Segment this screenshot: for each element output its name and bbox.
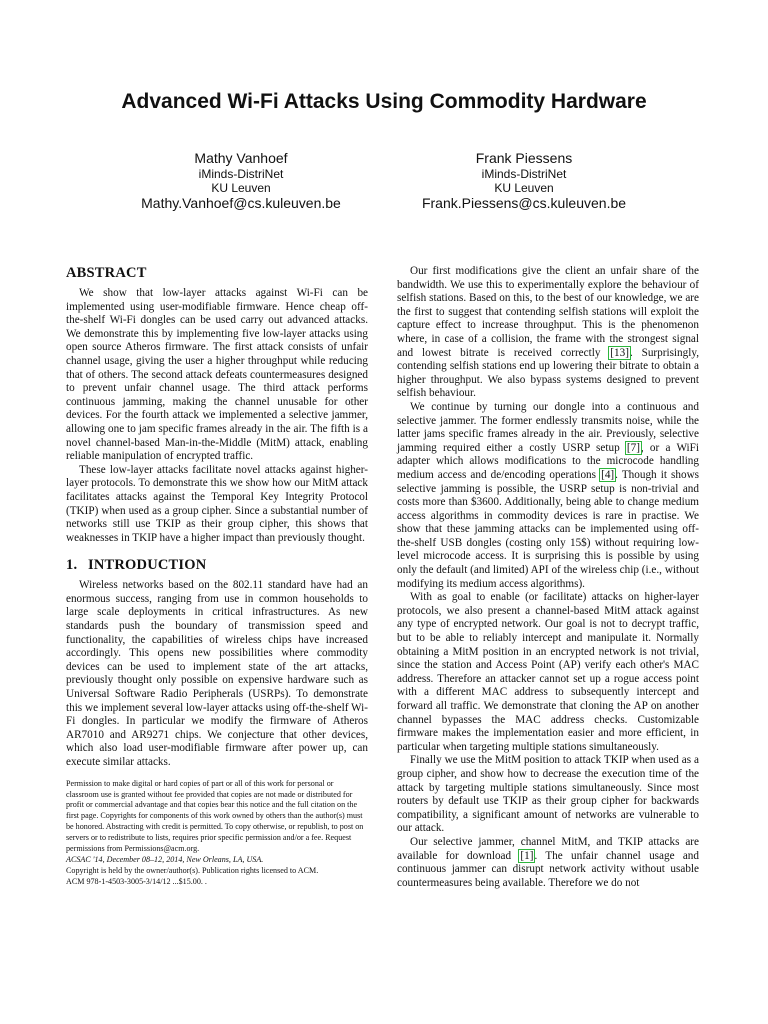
text-run: , or a WiFi adapter which allows modifications to the microcode handling medium access and de/encoding operations (397, 441, 699, 481)
intro-paragraph-5: Finally we use the MitM position to attack TKIP when used as a group cipher, and show how to decrease the execution time of the attack by targeting multiple stations simultaneously. Since most routers by default use TKIP as their group cipher for backwards compatibility, a significant amount of networks are vulnerable to our attack. (397, 754, 699, 835)
author-block-1 (111, 150, 371, 212)
isbn-line: ACM 978-1-4503-3005-3/14/12 ...$15.00. . (66, 876, 207, 886)
author-institution: KU Leuven (211, 181, 271, 195)
intro-paragraph-4: With as goal to enable (or facilitate) attacks on higher-layer protocols, we also present a channel-based MitM attack against any type of encrypted network. Our goal is not to decrypt traffic, but to be able to reliably intercept and manipulate it. Normally obtaining a MitM position in an encrypted network is not trivial, since the station and Access Point (AP) verify each other's MAC address. Therefore an attacker cannot set up a rogue access point with a different MAC address to subsequently intercept and forward all traffic. We demonstrate that cloning the AP on another channel bypasses the MAC address checks. Customizable firmware makes the implementation easier and more efficient, in particular when targeting multiple stations simultaneously. (397, 591, 699, 753)
intro-paragraph-6 (397, 836, 699, 890)
copyright-line: Copyright is held by the owner/author(s). Publication rights licensed to ACM. (66, 865, 319, 875)
text-run: . Though it shows selective jamming is possible, the USRP setup is non-trivial and costs more than $3600. Additionally, being able to change medium access algorithms in commodity devices is rare in practise. We show that these jamming attacks can be implemented using off-the-shelf USB dongles (costing only 15$) without requiring low-level microcode access. It is surprising this is possible by using only the default (and limited) API of the wireless chip (i.e., without modifying its medium access algorithms). (397, 468, 700, 590)
text-run: Our first modifications give the client an unfair share of the bandwidth. We use this to experimentally explore the behaviour of selfish stations. Based on this, to the best of our knowledge, we are the first to suggest that contending selfish stations will exploit the capture effect to increase throughput. This is the phenomenon where, in case of a collision, the frame with the strongest signal and lowest bitrate is received correctly (397, 265, 699, 359)
abstract-heading: ABSTRACT (66, 265, 147, 281)
paper-title: Advanced Wi-Fi Attacks Using Commodity Hardware (121, 90, 647, 113)
left-column (66, 265, 368, 888)
author-affiliation: iMinds-DistriNet (198, 167, 284, 181)
author-name: Frank Piessens (475, 150, 573, 166)
author-email: Mathy.Vanhoef@cs.kuleuven.be (141, 195, 341, 211)
introduction-paragraph-1: Wireless networks based on the 802.11 standard have had an enormous success, ranging from use in common households to large scale deployments in critical infrastructures. As new standards push the boundary of transmission speed and functionality, the capabilities of wireless chips have increased accordingly. This opens new possibilities where commodity devices can be used to implement state of the art attacks, previously thought only possible on expensive hardware such as Universal Software Radio Peripherals (USRPs). To demonstrate this we implement several low-layer attacks using off-the-shelf Wi-Fi dongles. In particular we modify the firmware of Atheros AR7010 and AR9271 chips. We conjecture that other devices, which also load user-modifiable firmware after power up, can execute similar attacks. (66, 579, 368, 768)
abstract-paragraph-1: We show that low-layer attacks against Wi-Fi can be implemented using user-modifiable firmware. Hence cheap off-the-shelf Wi-Fi dongles can be used carry out advanced attacks. We demonstrate this by implementing five low-layer attacks using open source Atheros firmware. The first attack consists of unfair channel usage, giving the user a higher throughput while reducing that of others. The second attack defeats countermeasures designed to prevent unfair channel usage. The third attack performs continuous jamming, making the channel unusable for other devices. For the fourth attack we implemented a selective jammer, allowing one to jam specific frames already in the air. The fifth is a novel channel-based Man-in-the-Middle (MitM) attack, enabling reliable manipulation of encrypted traffic. (66, 287, 368, 463)
permission-text: Permission to make digital or hard copies of part or all of this work for personal or classroom use is granted without fee provided that copies are not made or distributed for profit or commercial advantage and that copies bear this notice and the full citation on the first page. Copyrights for components of this work owned by others than the author(s) must be honored. Abstracting with credit is permitted. To copy otherwise, or republish, to post on servers or to redistribute to lists, requires prior specific permission and/or a fee. Request permissions from Permissions@acm.org. (66, 778, 364, 854)
introduction-heading (66, 557, 368, 574)
citation-link[interactable]: [13] (610, 346, 629, 359)
abstract-paragraph-2: These low-layer attacks facilitate novel attacks against higher-layer protocols. To demonstrate this we show how our MitM attack facilitates attacks against the Temporal Key Integrity Protocol (TKIP) when used as a group cipher. Since a substantial number of networks still use TKIP as their group cipher, this shows that weaknesses in TKIP have a higher impact than previously thought. (66, 463, 368, 544)
text-run: We continue by turning our dongle into a continuous and selective jammer. The former endlessly transmits noise, while the latter jams specific frames already in the air. Previously, selective jamming required either a costly USRP setup (397, 400, 699, 454)
intro-paragraph-3 (397, 401, 699, 591)
permission-notice (66, 779, 368, 888)
text-run: . The unfair channel usage and continuous jammer can disrupt network activity without usable countermeasures being available. Therefore we do not (397, 849, 699, 889)
citation-link[interactable]: [1] (520, 849, 534, 862)
conference-venue: ACSAC '14, December 08–12, 2014, New Orleans, LA, USA. (66, 854, 264, 864)
right-column (397, 265, 699, 890)
intro-paragraph-2 (397, 265, 699, 401)
citation-link[interactable]: [7] (626, 441, 640, 454)
author-email: Frank.Piessens@cs.kuleuven.be (421, 195, 627, 211)
author-institution: KU Leuven (494, 181, 554, 195)
section-title: INTRODUCTION (88, 557, 207, 574)
text-run: Our selective jammer, channel MitM, and TKIP attacks are available for download (397, 835, 699, 862)
author-block-2 (394, 150, 654, 212)
citation-link[interactable]: [4] (601, 468, 615, 481)
section-number: 1. (66, 557, 78, 574)
author-affiliation: iMinds-DistriNet (481, 167, 567, 181)
text-run: . Surprisingly, contending selfish stations end up lowering their bitrate to obtain a higher throughput. We also bypass systems designed to prevent selfish behaviour. (397, 346, 699, 400)
author-name: Mathy Vanhoef (194, 150, 288, 166)
